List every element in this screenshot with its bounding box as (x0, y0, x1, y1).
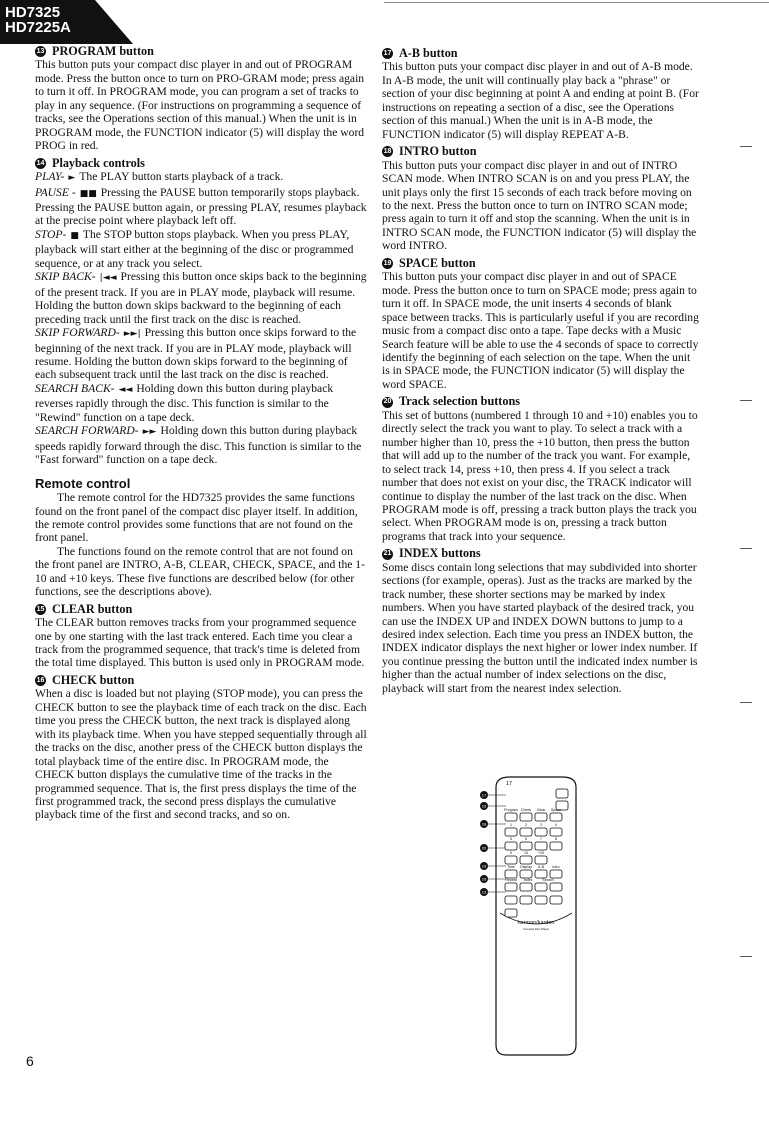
remote-p2: The functions found on the remote control that are not found on the front panel are INTRO, A-B, CLEAR, CHECK, SPACE, and the 1-10 and +10 keys. These five functions are described below (for other functions, see the descriptions above). (35, 544, 365, 599)
section-index (382, 547, 700, 695)
intro-heading (382, 145, 700, 158)
callout-number: 16 (35, 675, 46, 686)
track-heading (382, 395, 700, 408)
remote-illustration (476, 775, 586, 1065)
svg-text:A-B: A-B (538, 865, 544, 869)
program-heading (35, 45, 368, 58)
skipfwd-text: Pressing this button once skips forward to the beginning of the next track. If you are in PLAY mode, playback will resume. Holding the button down skips forward to the beginning of each subsequent track until the last track on the disc is reached. (35, 326, 357, 382)
margin-mark (740, 400, 752, 401)
callout-number: 20 (382, 397, 393, 408)
play-icon: ► (68, 173, 76, 184)
check-text: When a disc is loaded but not playing (STOP mode), you can press the CHECK button to see the playback time of each track on the disc. Each time you press the CHECK button, the next track is displayed along with its playback time. When you have stepped sequentially through all the tracks on the disc, another press of the CHECK button displays the total playback time of the entire disc. In PROGRAM mode, the CHECK button displays the cumulative time of the tracks in the programmed sequence. That is, the first press displays the time of the first programmed track, the second press displays the cumulative playback time of the first and second tracks, and so on. (35, 687, 367, 822)
svg-text:Program: Program (504, 808, 518, 812)
svg-text:Space: Space (550, 808, 562, 812)
top-rule (384, 2, 769, 3)
play-text: The PLAY button starts playback of a track. (79, 170, 284, 184)
searchback-text: Holding down this button during playback reverses rapidly through the disc. This function is similar to the "Rewind" function on a tape deck. (35, 381, 334, 424)
svg-text:7: 7 (540, 837, 542, 841)
search-back-icon: ◄◄ (118, 384, 133, 395)
playback-heading (35, 157, 368, 170)
svg-text:Search: Search (542, 878, 554, 882)
check-title: CHECK button (52, 672, 135, 687)
callout-number: 18 (382, 146, 393, 157)
index-text: Some discs contain long selections that may subdivided into shorter sections (for example, operas). Just as the tracks are marked by the track number, these shorter sections may be marked by index numbers. When you have started playback of the desired track, you can use the INDEX UP and INDEX DOWN buttons to jump to a desired index selection. Each time you press an INDEX button, the INDEX indicator displays the next higher or lower index number. If you continue pressing the button until the indicated index number is higher than the actual number of index selections on the disc, playback will start from the nearest index selection. (382, 560, 698, 695)
space-heading (382, 257, 700, 270)
play-label: PLAY- (35, 170, 65, 184)
svg-text:Intro: Intro (552, 865, 560, 869)
program-title: PROGRAM button (52, 44, 154, 58)
svg-text:5: 5 (510, 837, 512, 841)
right-column (382, 46, 700, 695)
svg-text:Display: Display (520, 865, 532, 869)
model-hd7325: HD7325 (5, 4, 61, 21)
ab-text: This button puts your compact disc player in and out of A-B mode. In A-B mode, the unit will continually play back a "phrase" or section of your disc beginning at point A and ending at point B. (For instructions on repeating a section of a disc, see the Operations section of this manual.) When the unit is in A-B mode, the FUNCTION indicator (5) will display REPEAT A-B. (382, 60, 699, 141)
svg-text:Time: Time (507, 865, 515, 869)
margin-mark (740, 956, 752, 957)
section-clear (35, 603, 368, 670)
model-tab (0, 0, 133, 44)
left-column (35, 44, 368, 822)
callout-number: 13 (35, 46, 46, 57)
model-hd7225a: HD7225A (5, 19, 71, 36)
clear-heading (35, 603, 368, 616)
svg-text:9: 9 (510, 851, 512, 855)
svg-text:15: 15 (481, 803, 487, 809)
svg-text:16: 16 (481, 876, 487, 882)
remote-p1: The remote control for the HD7325 provides the same functions found on the front panel of the compact disc player itself. In addition, the remote control provides some functions that are not found on the front panel. (35, 491, 358, 545)
section-program (35, 45, 368, 153)
pause-desc (35, 186, 368, 228)
space-text: This button puts your compact disc player in and out of SPACE mode. Press the button once to turn on SPACE mode; press again to turn it off. In SPACE mode, the unit inserts 4 seconds of blank space between tracks. This is particularly useful if you are recording music from a compact disc onto a tape. Tape decks with a Music Search feature will be able to use the 4 seconds of space to correctly identify the beginning of each selection on the tape. When the unit is in SPACE mode, the FUNCTION indicator (5) will display the word SPACE. (382, 270, 699, 391)
intro-title: INTRO button (399, 144, 477, 159)
ab-heading (382, 47, 700, 60)
intro-text: This button puts your compact disc player in and out of INTRO SCAN mode. When INTRO SCAN is on and you press PLAY, the unit plays only the first 15 seconds of each track before moving on to the next. Press the button once to turn on INTRO SCAN mode; press again to turn it off and stop the scanning. When the unit is in INTRO SCAN mode, the FUNCTION indicator (5) will display the word INTRO. (382, 158, 697, 253)
space-title: SPACE button (399, 255, 476, 270)
svg-text:4: 4 (555, 823, 557, 827)
stop-icon: ■ (70, 230, 79, 241)
skip-forward-icon: ►►| (123, 329, 141, 340)
stop-label: STOP- (35, 227, 67, 241)
svg-text:17: 17 (481, 792, 487, 798)
skipback-label: SKIP BACK- (35, 270, 96, 284)
svg-text:18: 18 (481, 821, 487, 827)
remote-brand: harman/kardon (517, 920, 555, 926)
index-title: INDEX buttons (399, 546, 481, 561)
program-text: This button puts your compact disc player in and out of PROGRAM mode. Press the button once to turn on PRO-GRAM mode; press again to turn it off. In PROGRAM mode, you can program a set of tracks to play in any sequence. (For instructions on programming a sequence of tracks, see the Operations section of this manual.) When the unit is in PROGRAM mode, the FUNCTION indicator (5) will display the word PROG in red. (35, 58, 365, 153)
searchback-desc (35, 382, 368, 424)
track-text: This set of buttons (numbered 1 through 10 and +10) enables you to directly select the track you want to play. To select a track with a number higher than 10, press the +10 button, then press the button that will add up to the number of the track you want. For example, to select track 14, press +10, then press 4. If you select a track number that does not exist on your disc, the TRACK indicator will continue to display the number of the last track on the disc. When PROGRAM mode is off, pressing a track button plays the track you select. When PROGRAM mode is on, pressing a track button programs that track into your sequence. (382, 408, 698, 543)
playback-title: Playback controls (52, 155, 145, 170)
ab-title: A-B button (399, 46, 458, 60)
check-heading (35, 674, 368, 687)
skipback-text: Pressing this button once skips back to the beginning of the present track. If you are in PLAY mode, playback will resume. Holding the button down skips backward to the beginning of each preceding track until the first track on the disc is reached. (35, 270, 367, 326)
svg-text:Check: Check (520, 808, 532, 812)
page-number: 6 (26, 1053, 34, 1069)
searchback-label: SEARCH BACK- (35, 381, 115, 395)
callout-number: 19 (382, 258, 393, 269)
svg-text:Clear: Clear (536, 808, 546, 812)
track-title: Track selection buttons (399, 394, 520, 409)
remote-control-heading: Remote control (35, 475, 131, 491)
skipfwd-label: SKIP FORWARD- (35, 326, 120, 340)
svg-text:10: 10 (524, 851, 528, 855)
svg-text:6: 6 (525, 837, 527, 841)
remote-subtitle: Compact Disc Player (522, 927, 550, 931)
search-forward-icon: ►► (142, 427, 157, 438)
searchfwd-label: SEARCH FORWARD- (35, 424, 139, 438)
play-desc (35, 170, 368, 185)
section-remote-control (35, 477, 368, 599)
svg-text:19: 19 (481, 863, 487, 869)
pause-label: PAUSE - (35, 185, 76, 199)
margin-mark (740, 146, 752, 147)
callout-number: 15 (35, 604, 46, 615)
callout-number: 14 (35, 158, 46, 169)
searchfwd-text: Holding down this button during playback speeds rapidly forward through the disc. This function is similar to the "Fast forward" function on a tape deck. (35, 424, 362, 467)
skip-back-icon: |◄◄ (99, 273, 117, 284)
callout-number: 17 (382, 48, 393, 59)
searchfwd-desc (35, 424, 368, 466)
clear-text: The CLEAR button removes tracks from your programmed sequence one by one starting with the last track entered. Each time you clear a track from the programmed sequence, that track's time is deleted from the total time displayed. This button is used only in PROGRAM mode. (35, 616, 365, 670)
section-ab (382, 47, 700, 141)
section-playback (35, 157, 368, 467)
section-space (382, 257, 700, 392)
margin-mark (740, 702, 752, 703)
section-check (35, 674, 368, 822)
section-intro (382, 145, 700, 253)
skipfwd-desc (35, 326, 368, 382)
svg-text:1: 1 (510, 823, 512, 827)
clear-title: CLEAR button (52, 601, 133, 616)
pause-text: Pressing the PAUSE button temporarily stops playback. Pressing the PAUSE button again, or pressing PLAY, resumes playback at the precise point where playback left off. (35, 185, 367, 228)
skipback-desc (35, 270, 368, 326)
section-track-selection (382, 395, 700, 543)
callout-number: 21 (382, 549, 393, 560)
svg-text:+10: +10 (537, 851, 545, 855)
svg-text:20: 20 (481, 845, 487, 851)
margin-mark (740, 548, 752, 549)
svg-text:2: 2 (525, 823, 527, 827)
stop-desc (35, 228, 368, 270)
pause-icon: ■■ (79, 188, 97, 199)
svg-text:Index: Index (523, 878, 533, 882)
svg-text:8: 8 (555, 837, 557, 841)
svg-text:3: 3 (540, 823, 542, 827)
stop-text: The STOP button stops playback. When you press PLAY, playback will start either at the beginning of the disc or programmed sequence, or at any track you select. (35, 227, 354, 270)
callout-num: 17 (505, 781, 513, 787)
svg-text:Repeat: Repeat (505, 878, 517, 882)
index-heading (382, 547, 700, 560)
svg-text:13: 13 (481, 889, 487, 895)
